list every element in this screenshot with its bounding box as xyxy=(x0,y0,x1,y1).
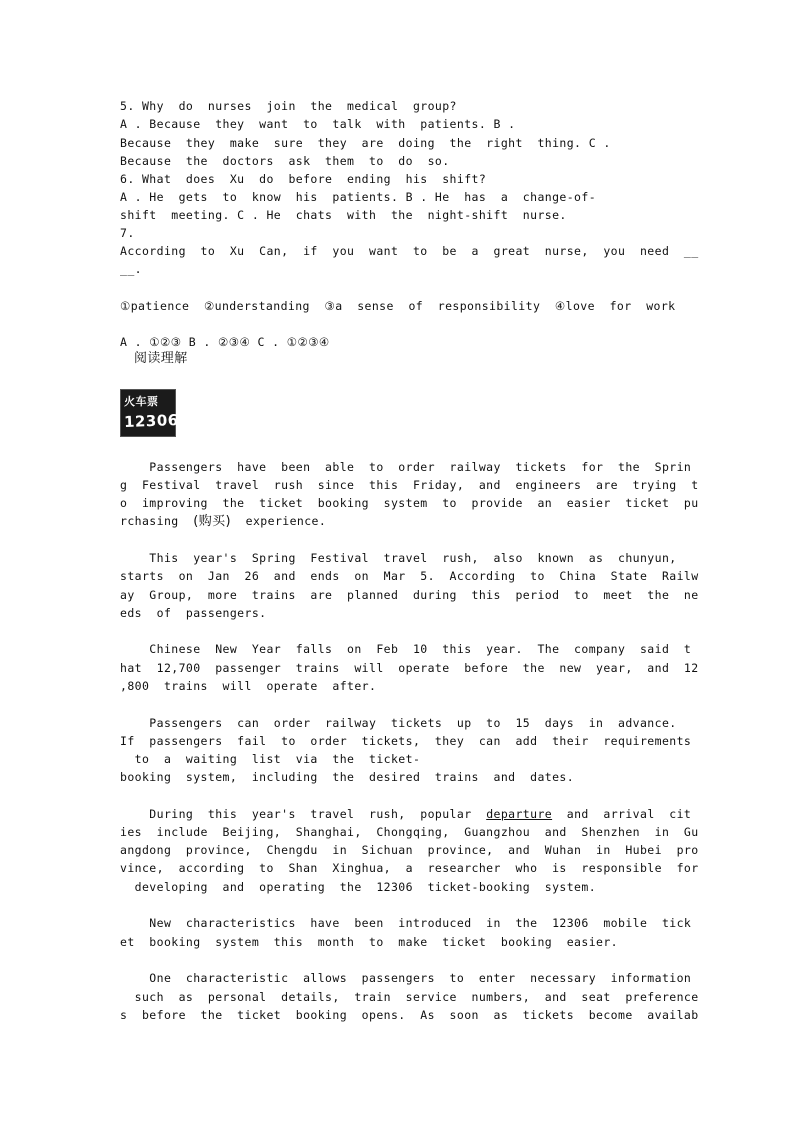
question-7-items: ①patience ②understanding ③a sense of responsibility ④love for work xyxy=(120,299,676,313)
question-7-number: 7. xyxy=(120,226,135,240)
question-7-stem: According to Xu Can, if you want to be a great nurse, you need __ xyxy=(120,244,699,258)
question-5-option-c: Because the doctors ask them to do so. xyxy=(120,154,450,168)
question-5-stem: 5. Why do nurses join the medical group? xyxy=(120,99,457,113)
passage-p5-line3: angdong province, Chengdu in Sichuan province, and Wuhan in Hubei pro xyxy=(120,843,699,857)
underlined-word-departure: departure xyxy=(486,807,553,821)
question-5-option-b: Because they make sure they are doing the right thing. C . xyxy=(120,136,611,150)
question-6-options-line2: shift meeting. C . He chats with the night-shift nurse. xyxy=(120,208,567,222)
passage-p1-gloss: (购买) xyxy=(193,514,231,529)
passage-p3-line1: Chinese New Year falls on Feb 10 this year. The company said t xyxy=(120,642,692,656)
passage-p4-line2: If passengers fail to order tickets, they can add their requirements xyxy=(120,734,692,748)
passage-p7-line3: s before the ticket booking opens. As soon as tickets become availab xyxy=(120,1008,699,1022)
passage-p3-line2: hat 12,700 passenger trains will operate before the new year, and 12 xyxy=(120,661,699,675)
passage-p4-line3: to a waiting list via the ticket- xyxy=(120,752,421,766)
passage-p6-line1: New characteristics have been introduced in the 12306 mobile tick xyxy=(120,916,692,930)
question-5-option-a: A . Because they want to talk with patients. B . xyxy=(120,117,516,131)
passage-p2-line4: eds of passengers. xyxy=(120,606,267,620)
passage-p5-line2: ies include Beijing, Shanghai, Chongqing, Guangzhou and Shenzhen in Gu xyxy=(120,825,699,839)
passage-p1-line4 xyxy=(120,514,680,529)
passage-p2-line3: ay Group, more trains are planned during this period to meet the ne xyxy=(120,588,699,602)
passage-p7-line2: such as personal details, train service numbers, and seat preference xyxy=(120,990,699,1004)
passage-p4-line1: Passengers can order railway tickets up to 15 days in advance. xyxy=(120,716,677,730)
train-ticket-12306-logo xyxy=(120,389,179,437)
passage-p1-line3: o improving the ticket booking system to provide an easier ticket pu xyxy=(120,496,699,510)
passage-p2-line1: This year's Spring Festival travel rush, also known as chunyun, xyxy=(120,551,677,565)
passage-p5-line1 xyxy=(120,807,692,821)
passage-p1-line2: g Festival travel rush since this Friday, and engineers are trying t xyxy=(120,478,699,492)
passage-p1-line4-text: rchasing xyxy=(120,514,194,528)
passage-p4-line4: booking system, including the desired trains and dates. xyxy=(120,770,575,784)
passage-p1-line4-end: experience. xyxy=(231,514,327,528)
passage-p2-line2: starts on Jan 26 and ends on Mar 5. According to China State Railw xyxy=(120,569,699,583)
section-title: 阅读理解 xyxy=(134,351,188,366)
passage-p7-line1: One characteristic allows passengers to enter necessary information xyxy=(120,971,692,985)
question-6-options-line1: A . He gets to know his patients. B . He has a change-of- xyxy=(120,190,597,204)
passage-p5-line5: developing and operating the 12306 ticket-booking system. xyxy=(120,880,597,894)
passage-p3-line3: ,800 trains will operate after. xyxy=(120,679,377,693)
logo-text-12306: 12306 xyxy=(123,411,179,431)
passage-p5-line1-pre: During this year's travel rush, popular xyxy=(120,807,487,821)
passage-p6-line2: et booking system this month to make ticket booking easier. xyxy=(120,935,619,949)
passage-p1-line1: Passengers have been able to order railway tickets for the Sprin xyxy=(120,460,692,474)
passage-p5-line1-post: and arrival cit xyxy=(552,807,692,821)
logo-text-train-ticket: 火车票 xyxy=(124,395,159,408)
question-7-options: A . ①②③ B . ②③④ C . ①②③④ xyxy=(120,335,330,349)
question-6-stem: 6. What does Xu do before ending his shift? xyxy=(120,172,487,186)
question-7-stem-continued: __. xyxy=(120,262,142,276)
passage-p5-line4: vince, according to Shan Xinghua, a researcher who is responsible for xyxy=(120,861,699,875)
